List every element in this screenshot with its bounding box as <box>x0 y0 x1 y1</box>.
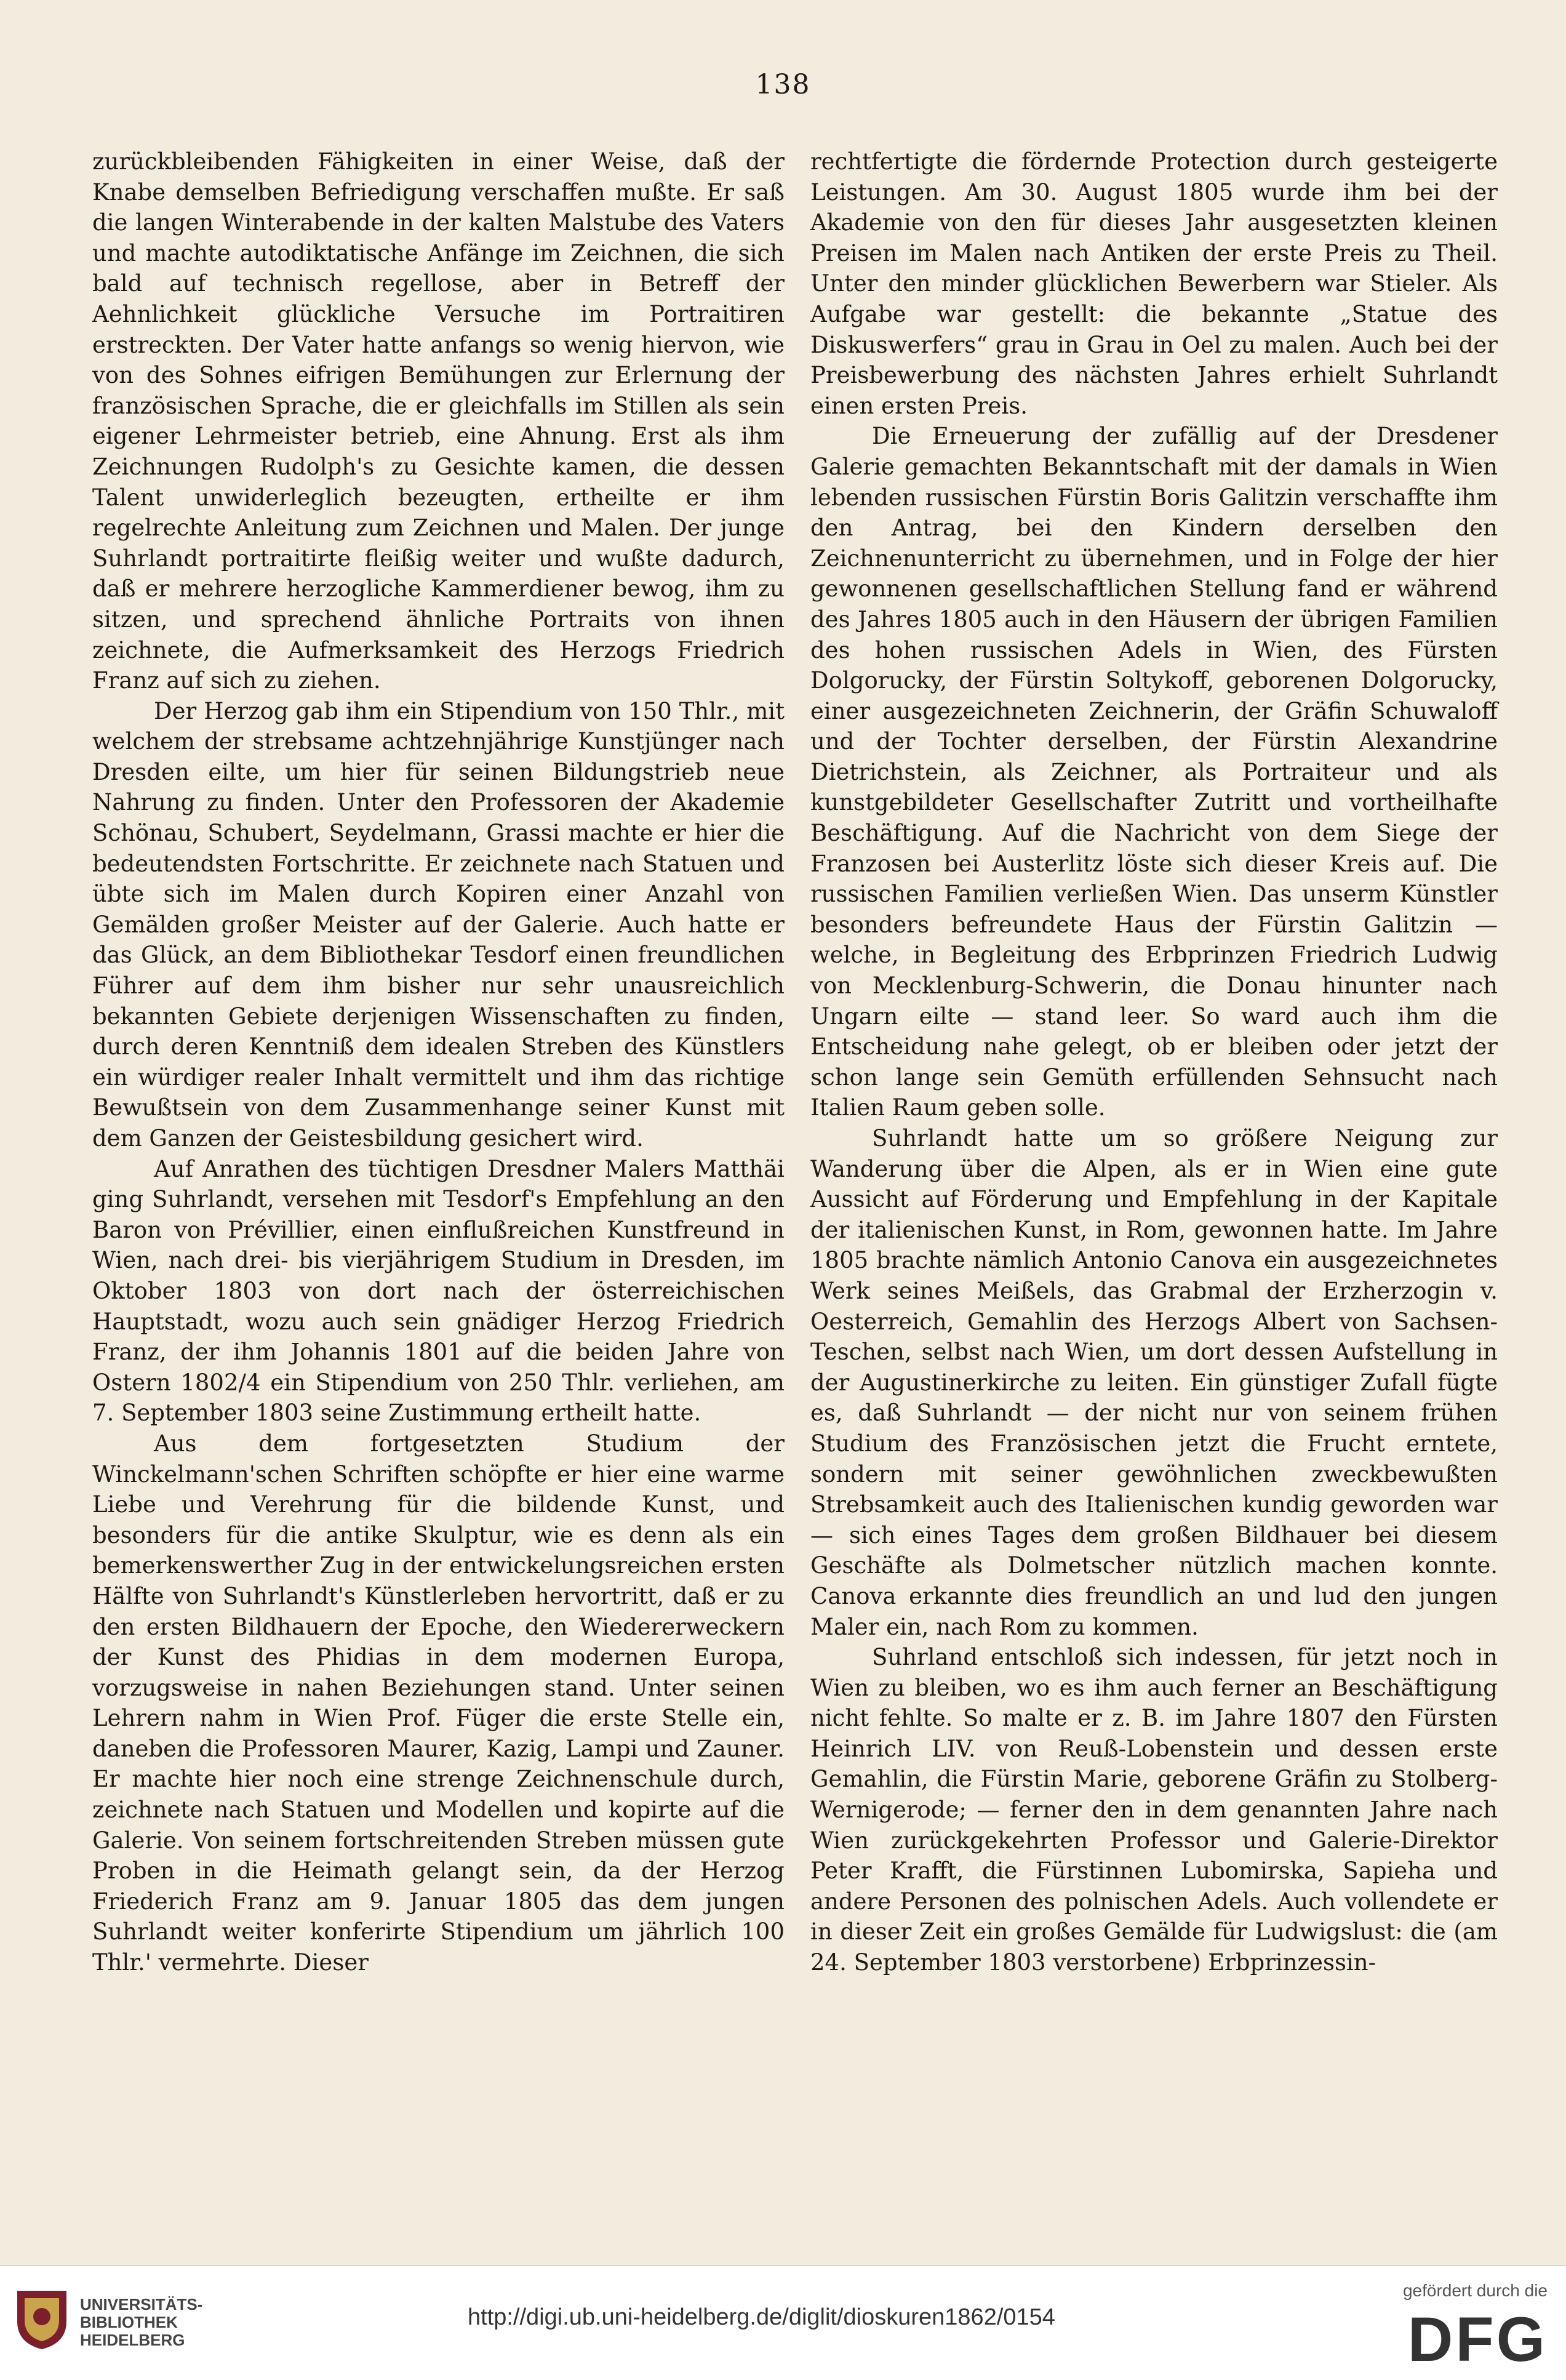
digitization-footer <box>0 2265 1566 2380</box>
paragraph: Der Herzog gab ihm ein Stipendium von 150 Thlr., mit welchem der strebsame achtzehnjährige Kunstjünger nach Dresden eilte, um hier für seinen Bildungstrieb neue Nahrung zu finden. Unter den Professoren der Akademie Schönau, Schubert, Seydelmann, Grassi machte er hier die bedeutendsten Fortschritte. Er zeichnete nach Statuen und übte sich im Malen durch Kopiren einer Anzahl von Gemälden großer Meister auf der Galerie. Auch hatte er das Glück, an dem Bibliothekar Tesdorf einen freundlichen Führer auf dem ihm bisher nur sehr unausreichlich bekannten Gebiete derjenigen Wissenschaften zu finden, durch deren Kenntniß dem idealen Streben des Künstlers ein würdiger realer Inhalt vermittelt und ihm das richtige Bewußtsein von dem Zusammenhange seiner Kunst mit dem Ganzen der Geistesbildung gesichert wird. <box>92 697 785 1152</box>
library-name-line: BIBLIOTHEK <box>80 2313 178 2331</box>
right-column <box>810 146 1498 1978</box>
left-column <box>92 146 785 1978</box>
paragraph: zurückbleibenden Fähigkeiten in einer Weise, daß der Knabe demselben Befriedigung verschaffen mußte. Er saß die langen Winterabende in der kalten Malstube des Vaters und machte autodiktatische Anfänge im Zeichnen, die sich bald auf technisch regellose, aber in Betreff der Aehnlichkeit glückliche Versuche im Portraitiren erstreckten. Der Vater hatte anfangs so wenig hiervon, wie von des Sohnes eifrigen Bemühungen zur Erlernung der französischen Sprache, die er gleichfalls im Stillen als sein eigener Lehrmeister betrieb, eine Ahnung. Erst als ihm Zeichnungen Rudolph's zu Gesichte kamen, die dessen Talent unwiderleglich bezeugten, ertheilte er ihm regelrechte Anleitung zum Zeichnen und Malen. Der junge Suhrlandt portraitirte fleißig weiter und wußte dadurch, daß er mehrere herzogliche Kammerdiener bewog, ihm zu sitzen, und sprechend ähnliche Portraits von ihnen zeichnete, die Aufmerksamkeit des Herzogs Friedrich Franz auf sich zu ziehen. <box>92 148 785 694</box>
paragraph: Aus dem fortgesetzten Studium der Winckelmann'schen Schriften schöpfte er hier eine warme Liebe und Verehrung für die bildende Kunst, und besonders für die antike Skulptur, wie es denn als ein bemerkenswerther Zug in der entwickelungsreichen ersten Hälfte von Suhrlandt's Künstlerleben hervortritt, daß er zu den ersten Bildhauern der Epoche, den Wiedererweckern der Kunst des Phidias in dem modernen Europa, vorzugsweise in nahen Beziehungen stand. Unter seinen Lehrern nahm in Wien Prof. Füger die erste Stelle ein, daneben die Professoren Maurer, Kazig, Lampi und Zauner. Er machte hier noch eine strenge Zeichnenschule durch, zeichnete nach Statuen und Modellen und kopirte auf die Galerie. Von seinem fortschreitenden Streben müssen gute Proben in die Heimath gelangt sein, da der Herzog Friederich Franz am 9. Januar 1805 das dem jungen Suhrlandt weiter konferirte Stipendium um jährlich 100 Thlr.' vermehrte. Dieser <box>92 1430 785 1976</box>
paragraph: Suhrland entschloß sich indessen, für jetzt noch in Wien zu bleiben, wo es ihm auch ferner an Beschäftigung nicht fehlte. So malte er z. B. im Jahre 1807 den Fürsten Heinrich LIV. von Reuß-Lobenstein und dessen erste Gemahlin, die Fürstin Marie, geborene Gräfin zu Stolberg-Wernigerode; — ferner den in dem genannten Jahre nach Wien zurückgekehrten Professor und Galerie-Direktor Peter Krafft, die Fürstinnen Lubomirska, Sapieha und andere Personen des polnischen Adels. Auch vollendete er in dieser Zeit ein großes Gemälde für Ludwigslust: die (am 24. September 1803 verstorbene) Erbprinzessin- <box>810 1644 1498 1976</box>
library-logo[interactable] <box>11 2285 214 2358</box>
library-name-line: UNIVERSITÄTS- <box>80 2295 203 2314</box>
paragraph: Die Erneuerung der zufällig auf der Dresdener Galerie gemachten Bekanntschaft mit der damals in Wien lebenden russischen Fürstin Boris Galitzin verschaffte ihm den Antrag, bei den Kindern derselben den Zeichnenunterricht zu übernehmen, und in Folge der hier gewonnenen gesellschaftlichen Stellung fand er während des Jahres 1805 auch in den Häusern der übrigen Familien des hohen russischen Adels in Wien, des Fürsten Dolgorucky, der Fürstin Soltykoff, geborenen Dolgorucky, einer ausgezeichneten Zeichnerin, der Gräfin Schuwaloff und der Tochter derselben, der Fürstin Alexandrine Dietrichstein, als Zeichner, als Portraiteur und als kunstgebildeter Gesellschafter Zutritt und vortheilhafte Beschäftigung. Auf die Nachricht von dem Siege der Franzosen bei Austerlitz löste sich dieser Kreis auf. Die russischen Familien verließen Wien. Das unserm Künstler besonders befreundete Haus der Fürstin Galitzin — welche, in Begleitung des Erbprinzen Friedrich Ludwig von Mecklenburg-Schwerin, die Donau hinunter nach Ungarn eilte — stand leer. So ward auch ihm die Entscheidung nahe gelegt, ob er bleiben oder jetzt der schon lange sein Gemüth erfüllenden Sehnsucht nach Italien Raum geben solle. <box>810 423 1498 1121</box>
university-seal-icon <box>11 2285 73 2352</box>
paragraph: Auf Anrathen des tüchtigen Dresdner Malers Matthäi ging Suhrlandt, versehen mit Tesdorf's Empfehlung an den Baron von Prévillier, einen einflußreichen Kunstfreund in Wien, nach drei- bis vierjährigem Studium in Dresden, im Oktober 1803 von dort nach der österreichischen Hauptstadt, wozu auch sein gnädiger Herzog Friedrich Franz, der ihm Johannis 1801 auf die beiden Jahre von Ostern 1802/4 ein Stipendium von 250 Thlr. verliehen, am 7. September 1803 seine Zustimmung ertheilt hatte. <box>92 1155 785 1427</box>
funder-label: gefördert durch die <box>1402 2281 1548 2300</box>
paragraph: rechtfertigte die fördernde Protection durch gesteigerte Leistungen. Am 30. August 1805 wurde ihm bei der Akademie von den für dieses Jahr ausgesetzten kleinen Preisen im Malen nach Antiken der erste Preis zu Theil. Unter den minder glücklichen Bewerbern war Stieler. Als Aufgabe war gestellt: die bekannte „Statue des Diskuswerfers“ grau in Grau in Oel zu malen. Auch bei der Preisbewerbung des nächsten Jahres erhielt Suhrlandt einen ersten Preis. <box>810 148 1498 419</box>
funder-logo[interactable] <box>1363 2281 1548 2373</box>
paragraph: Suhrlandt hatte um so größere Neigung zur Wanderung über die Alpen, als er in Wien eine gute Aussicht auf Förderung und Empfehlung in der Kapitale der italienischen Kunst, in Rom, gewonnen hatte. Im Jahre 1805 brachte nämlich Antonio Canova ein ausgezeichnetes Werk seines Meißels, das Grabmal der Erzherzogin v. Oesterreich, Gemahlin des Herzogs Albert von Sachsen-Teschen, selbst nach Wien, um dort dessen Aufstellung in der Augustinerkirche zu leiten. Ein günstiger Zufall fügte es, daß Suhrlandt — der nicht nur von seinem frühen Studium des Französischen jetzt die Frucht erntete, sondern mit seiner gewöhnlichen zweckbewußten Strebsamkeit auch des Italienischen kundig geworden war — sich eines Tages dem großen Bildhauer bei diesem Geschäfte als Dolmetscher nützlich machen konnte. Canova erkannte dies freundlich an und lud den jungen Maler ein, nach Rom zu kommen. <box>810 1125 1498 1640</box>
source-url-link[interactable]: http://digi.ub.uni-heidelberg.de/diglit/dioskuren1862/0154 <box>468 2304 1055 2330</box>
dfg-logo-text: DFG <box>1407 2304 1548 2374</box>
page-number: 138 <box>755 69 811 100</box>
library-name-line: HEIDELBERG <box>80 2331 185 2349</box>
